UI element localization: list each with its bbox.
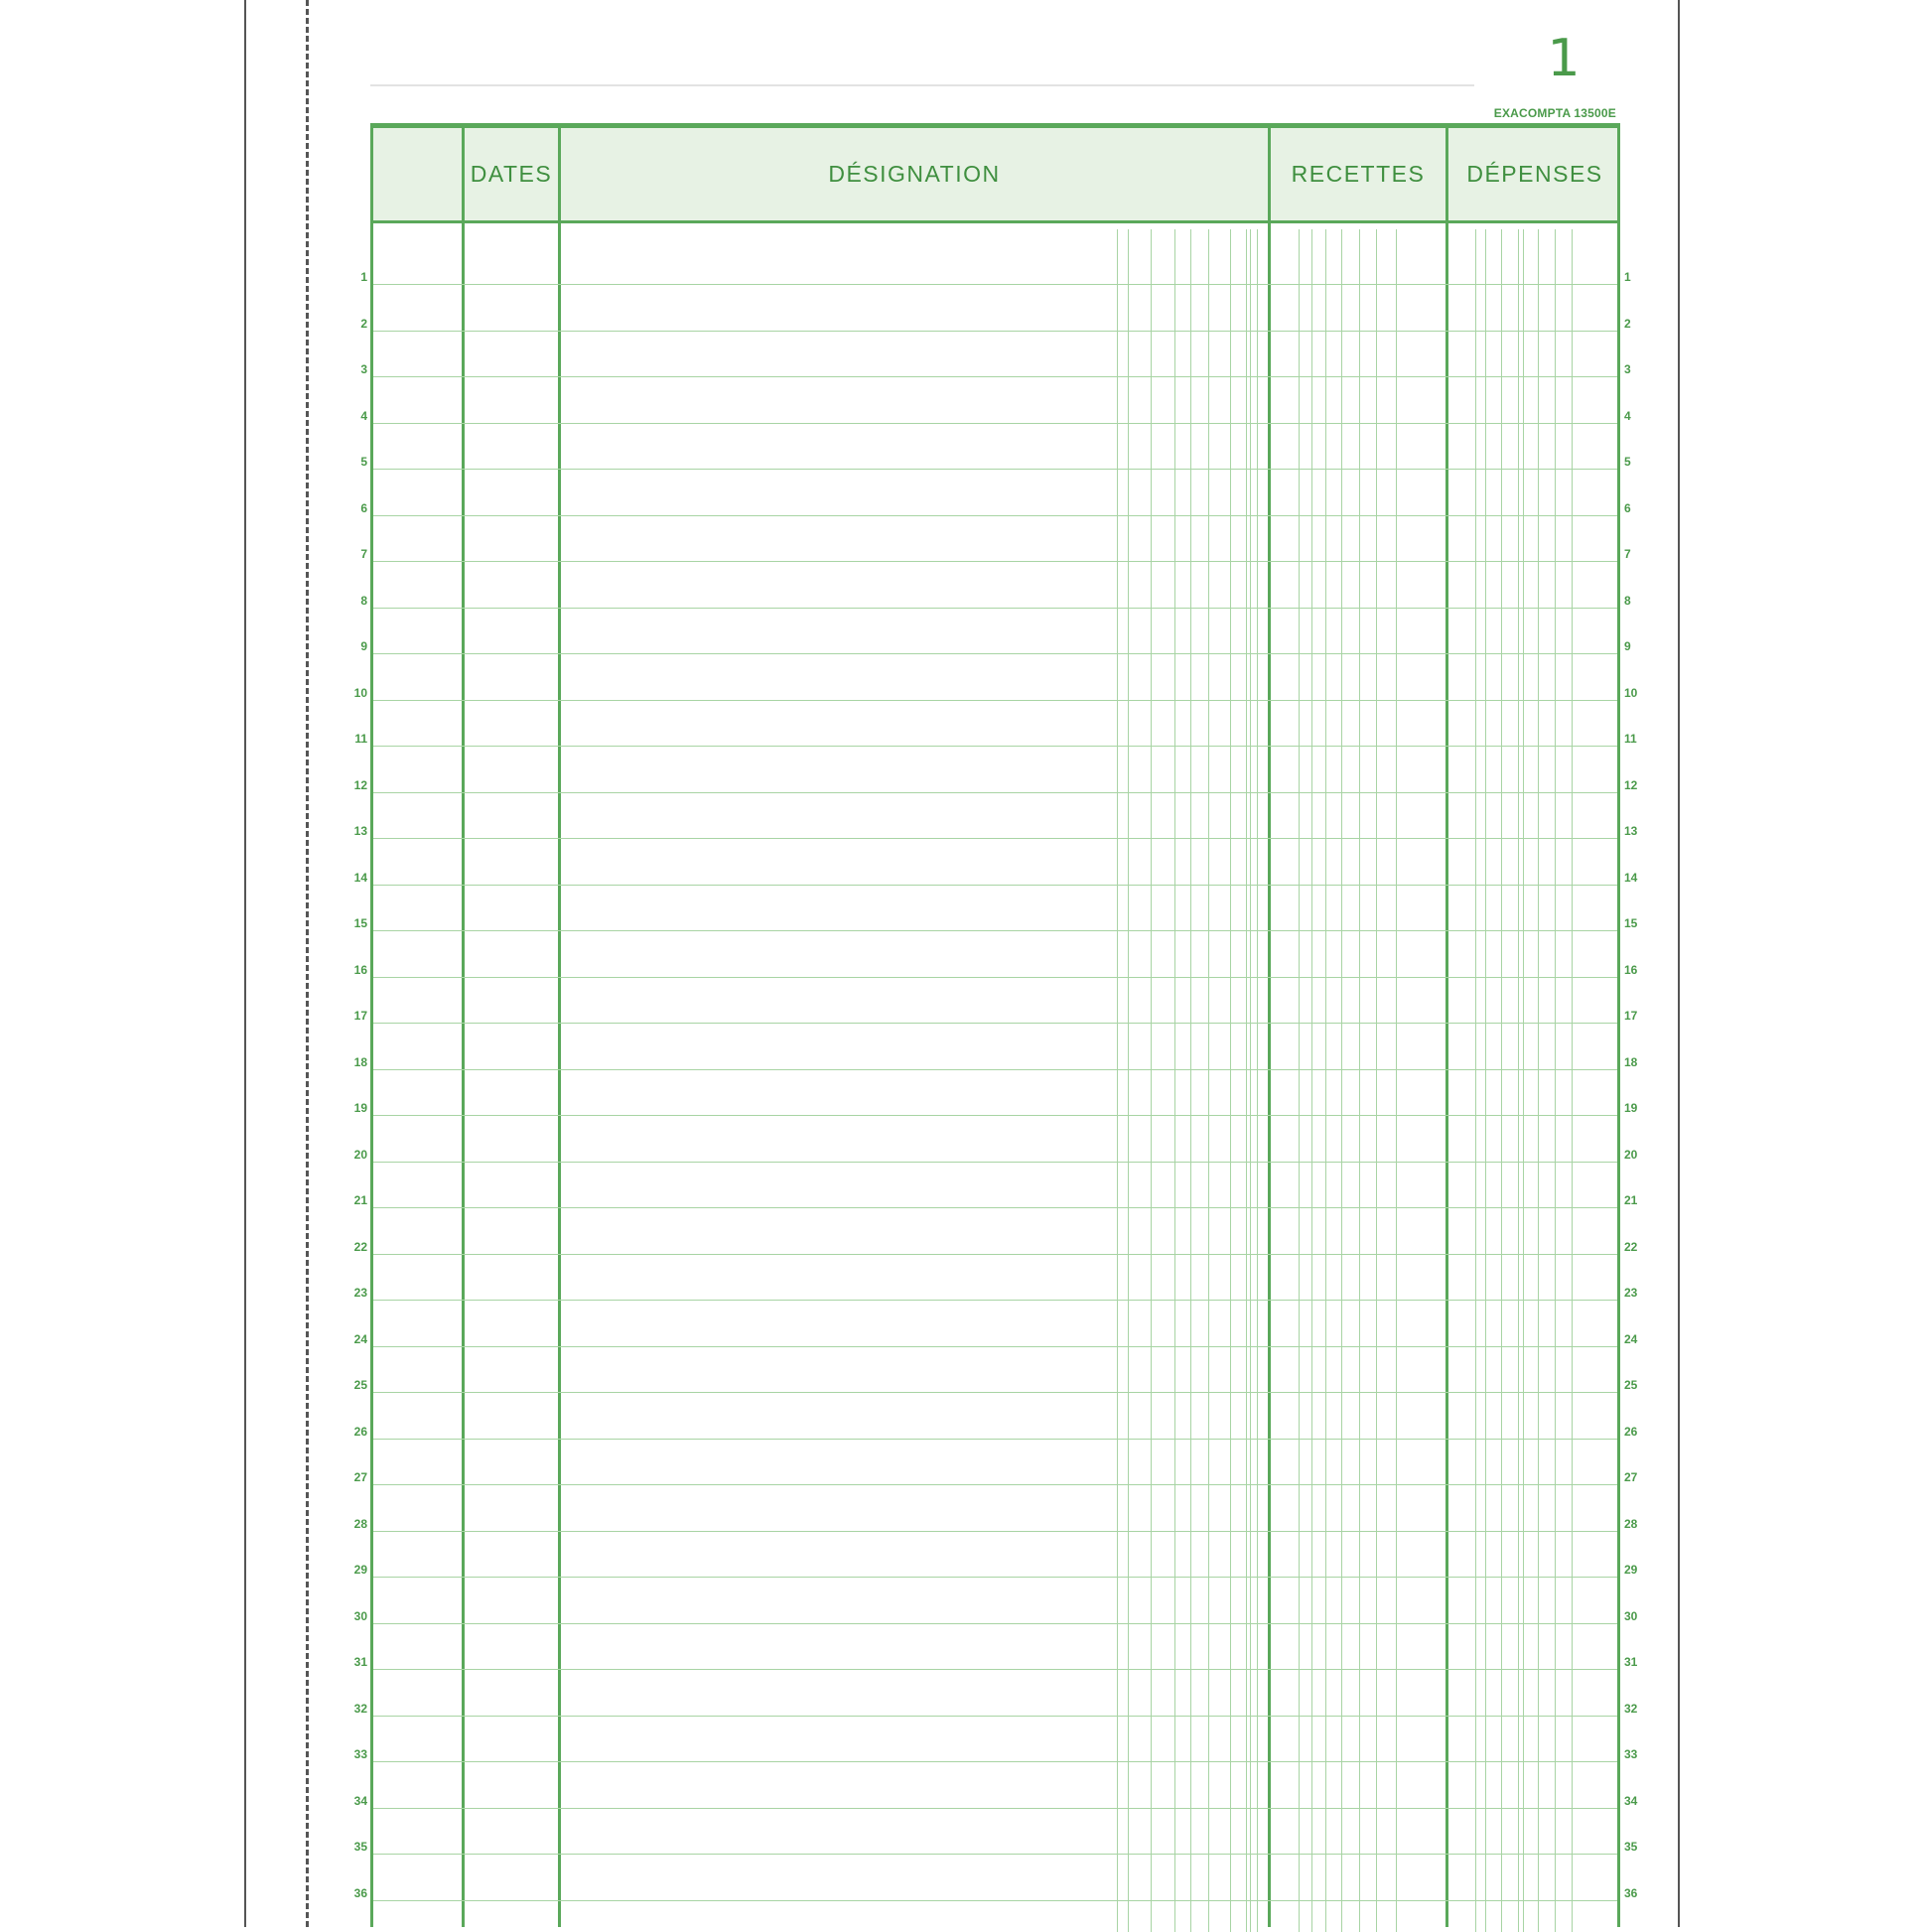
line-number-right: 8	[1624, 593, 1631, 608]
line-number-right: 21	[1624, 1193, 1638, 1207]
line-rule	[373, 1761, 1617, 1762]
line-rule	[373, 1577, 1617, 1578]
line-number-left: 17	[353, 1009, 367, 1023]
line-rule	[373, 1439, 1617, 1440]
amount-subcolumn-rule	[1190, 229, 1191, 1932]
line-rule	[373, 608, 1617, 609]
line-rule	[373, 1207, 1617, 1208]
amount-subcolumn-rule	[1128, 229, 1129, 1932]
line-number-right: 29	[1624, 1563, 1638, 1577]
line-rule	[373, 331, 1617, 332]
line-number-left: 7	[360, 547, 367, 561]
line-number-right: 23	[1624, 1286, 1638, 1300]
amount-subcolumn-rule	[1359, 229, 1360, 1932]
line-number-right: 15	[1624, 916, 1638, 930]
header-recettes: RECETTES	[1291, 161, 1426, 187]
divider-recettes	[1268, 128, 1271, 1927]
line-rule	[373, 653, 1617, 654]
amount-subcolumn-rule	[1174, 229, 1175, 1932]
line-number-right: 20	[1624, 1147, 1638, 1162]
line-number-right: 19	[1624, 1101, 1638, 1115]
top-rule	[370, 84, 1474, 86]
page-right-edge	[1678, 0, 1680, 1927]
amount-subcolumn-rule	[1117, 229, 1118, 1932]
amount-subcolumn-rule	[1250, 229, 1251, 1932]
line-number-left: 34	[353, 1793, 367, 1808]
line-rule	[373, 1300, 1617, 1301]
line-number-right: 12	[1624, 777, 1638, 792]
line-number-right: 6	[1624, 500, 1631, 515]
line-rule	[373, 515, 1617, 516]
line-number-left: 16	[353, 962, 367, 977]
line-number-right: 24	[1624, 1331, 1638, 1346]
amount-subcolumn-rule	[1485, 229, 1486, 1932]
line-number-left: 31	[353, 1655, 367, 1669]
line-number-left: 24	[353, 1331, 367, 1346]
line-number-left: 15	[353, 916, 367, 930]
line-rule	[373, 977, 1617, 978]
page-left-edge	[244, 0, 246, 1927]
line-number-left: 33	[353, 1747, 367, 1761]
line-rule	[373, 1115, 1617, 1116]
line-rule	[373, 1854, 1617, 1855]
line-rule	[373, 1716, 1617, 1717]
line-rule	[373, 561, 1617, 562]
line-number-left: 10	[353, 685, 367, 700]
line-number-right: 2	[1624, 316, 1631, 331]
line-number-left: 21	[353, 1193, 367, 1207]
line-number-right: 26	[1624, 1424, 1638, 1439]
line-number-left: 23	[353, 1286, 367, 1300]
line-number-right: 34	[1624, 1793, 1638, 1808]
line-number-right: 31	[1624, 1655, 1638, 1669]
line-rule	[373, 885, 1617, 886]
line-number-left: 5	[360, 455, 367, 469]
line-rule	[373, 792, 1617, 793]
line-number-left: 35	[353, 1840, 367, 1854]
line-number-right: 35	[1624, 1840, 1638, 1854]
amount-subcolumn-rule	[1246, 229, 1247, 1932]
line-number-right: 17	[1624, 1009, 1638, 1023]
line-rule	[373, 838, 1617, 839]
line-number-right: 28	[1624, 1516, 1638, 1531]
line-number-left: 6	[360, 500, 367, 515]
line-rule	[373, 1346, 1617, 1347]
line-rule	[373, 1669, 1617, 1670]
line-number-left: 1	[360, 270, 367, 284]
line-number-right: 11	[1624, 732, 1637, 746]
line-number-left: 26	[353, 1424, 367, 1439]
line-rule	[373, 423, 1617, 424]
line-rule	[373, 1623, 1617, 1624]
line-number-right: 10	[1624, 685, 1638, 700]
amount-subcolumn-rule	[1230, 229, 1231, 1932]
line-number-right: 22	[1624, 1239, 1638, 1254]
line-number-left: 32	[353, 1701, 367, 1716]
line-number-left: 22	[353, 1239, 367, 1254]
amount-subcolumn-rule	[1257, 229, 1258, 1932]
line-number-right: 16	[1624, 962, 1638, 977]
amount-subcolumn-rule	[1396, 229, 1397, 1932]
amount-subcolumn-rule	[1518, 229, 1519, 1932]
line-number-right: 7	[1624, 547, 1631, 561]
line-number-left: 8	[360, 593, 367, 608]
line-number-left: 19	[353, 1101, 367, 1115]
amount-subcolumn-rule	[1341, 229, 1342, 1932]
line-number-left: 3	[360, 362, 367, 376]
line-number-left: 25	[353, 1378, 367, 1392]
line-number-right: 13	[1624, 824, 1638, 838]
amount-subcolumn-rule	[1299, 229, 1300, 1932]
divider-dates	[462, 128, 465, 1927]
line-rule	[373, 376, 1617, 377]
amount-subcolumn-rule	[1208, 229, 1209, 1932]
header-dates: DATES	[470, 161, 553, 187]
line-number-right: 25	[1624, 1378, 1638, 1392]
line-rule	[373, 746, 1617, 747]
amount-subcolumn-rule	[1151, 229, 1152, 1932]
perforation-line	[306, 0, 309, 1927]
line-rule	[373, 1069, 1617, 1070]
line-number-left: 27	[353, 1470, 367, 1484]
header-depenses: DÉPENSES	[1466, 161, 1603, 187]
line-rule	[373, 930, 1617, 931]
brand-code: EXACOMPTA 13500E	[1493, 106, 1616, 120]
line-rule	[373, 469, 1617, 470]
line-number-right: 18	[1624, 1054, 1638, 1069]
line-number-right: 30	[1624, 1608, 1638, 1623]
line-number-left: 29	[353, 1563, 367, 1577]
line-rule	[373, 1392, 1617, 1393]
line-number-right: 32	[1624, 1701, 1638, 1716]
line-number-left: 4	[360, 408, 367, 423]
line-number-right: 5	[1624, 455, 1631, 469]
line-rule	[373, 1023, 1617, 1024]
amount-subcolumn-rule	[1325, 229, 1326, 1932]
line-rule	[373, 1254, 1617, 1255]
line-number-right: 1	[1624, 270, 1631, 284]
line-number-left: 12	[353, 777, 367, 792]
line-number-left: 36	[353, 1885, 367, 1900]
amount-subcolumn-rule	[1523, 229, 1524, 1932]
line-number-right: 27	[1624, 1470, 1638, 1484]
line-number-right: 14	[1624, 870, 1638, 885]
amount-subcolumn-rule	[1311, 229, 1312, 1932]
divider-depenses	[1445, 128, 1448, 1927]
line-number-right: 9	[1624, 639, 1631, 653]
line-number-left: 30	[353, 1608, 367, 1623]
line-rule	[373, 284, 1617, 285]
line-number-right: 33	[1624, 1747, 1638, 1761]
amount-subcolumn-rule	[1555, 229, 1556, 1932]
line-rule	[373, 1484, 1617, 1485]
amount-subcolumn-rule	[1538, 229, 1539, 1932]
line-number-left: 18	[353, 1054, 367, 1069]
line-number-left: 11	[354, 732, 367, 746]
line-rule	[373, 1900, 1617, 1901]
line-number-left: 20	[353, 1147, 367, 1162]
line-number-left: 13	[353, 824, 367, 838]
line-rule	[373, 1808, 1617, 1809]
amount-subcolumn-rule	[1501, 229, 1502, 1932]
divider-designation	[558, 128, 561, 1927]
ledger-table	[370, 123, 1620, 1927]
line-rule	[373, 1531, 1617, 1532]
line-number-left: 14	[353, 870, 367, 885]
header-designation: DÉSIGNATION	[828, 161, 1001, 187]
line-number-right: 3	[1624, 362, 1631, 376]
amount-subcolumn-rule	[1376, 229, 1377, 1932]
amount-subcolumn-rule	[1475, 229, 1476, 1932]
line-number-left: 28	[353, 1516, 367, 1531]
amount-subcolumn-rule	[1572, 229, 1573, 1932]
line-number-left: 9	[360, 639, 367, 653]
line-number-left: 2	[360, 316, 367, 331]
page-number: 1	[1547, 29, 1581, 88]
line-rule	[373, 700, 1617, 701]
line-number-right: 36	[1624, 1885, 1638, 1900]
line-rule	[373, 1162, 1617, 1163]
line-number-right: 4	[1624, 408, 1631, 423]
